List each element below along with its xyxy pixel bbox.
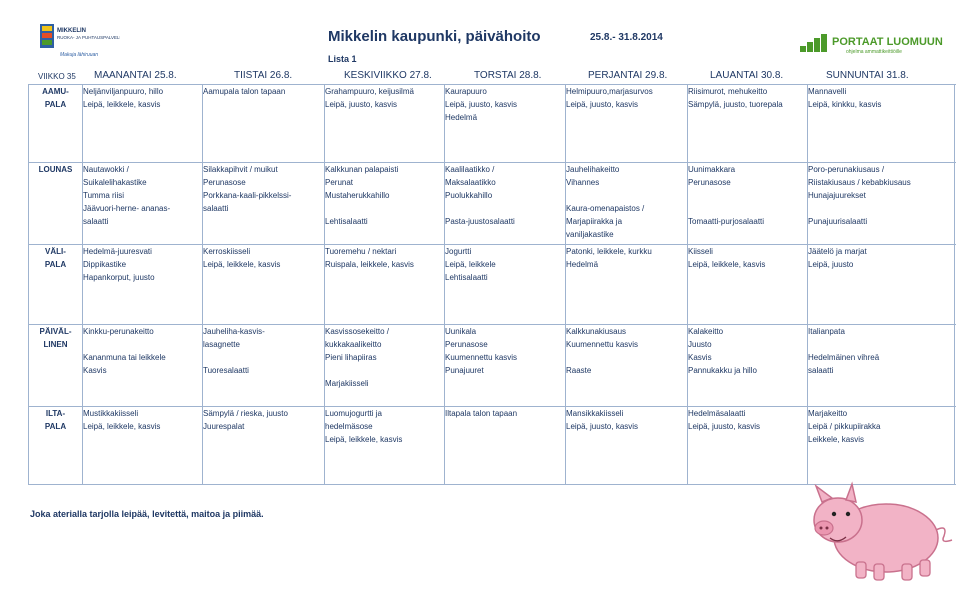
menu-item: Iltapala talon tapaan [445, 409, 518, 418]
menu-item: Mustikkakiisseli [83, 409, 139, 418]
list-number: Lista 1 [328, 54, 357, 64]
menu-item [688, 202, 807, 215]
menu-item: Jäävuori-herne- ananas- [83, 204, 171, 213]
menu-item: Kinkku-perunakeitto [83, 327, 154, 336]
menu-item: Riistakiusaus / kebabkiusaus [808, 178, 911, 187]
menu-item: Helmipuuro,marjasurvos [566, 87, 653, 96]
menu-item: Silakkapihvit / muikut [203, 165, 278, 174]
svg-text:Makuja lähiruuan: Makuja lähiruuan [60, 52, 99, 58]
menu-item: Leipä, leikkele, kasvis [203, 260, 281, 269]
menu-item: Hedelmä-juuresvati [83, 247, 152, 256]
page-title: Mikkelin kaupunki, päivähoito [328, 28, 541, 45]
menu-item: Juurespalat [203, 422, 245, 431]
menu-item: Pannukakku ja hillo [688, 366, 757, 375]
menu-item [808, 338, 954, 351]
meal-row [29, 85, 955, 163]
menu-item: Jauheliha-kasvis- [203, 327, 265, 336]
menu-item [325, 364, 444, 377]
menu-item: Jogurtti [445, 247, 472, 256]
meal-row [29, 245, 955, 325]
meal-label-line: ILTA- [45, 409, 66, 418]
menu-item: Perunasose [203, 178, 246, 187]
svg-text:RUOKA- JA PUHTAUSPALVELUT: RUOKA- JA PUHTAUSPALVELUT [57, 35, 120, 40]
menu-item: Luomujogurtti ja [325, 409, 382, 418]
menu-item: Leipä, leikkele, kasvis [83, 422, 161, 431]
meal-label-line: LOUNAS [38, 165, 73, 174]
menu-item: Uunimakkara [688, 165, 736, 174]
menu-cell [566, 85, 688, 163]
menu-cell [808, 325, 955, 407]
menu-item [688, 189, 807, 202]
menu-cell [203, 325, 325, 407]
menu-item: salaatti [203, 204, 229, 213]
menu-table [28, 84, 955, 485]
menu-item: Riisimurot, mehukeitto [688, 87, 768, 96]
menu-item: Marjakeitto [808, 409, 848, 418]
menu-item: Marjakiisseli [325, 379, 369, 388]
menu-item: Ruispala, leikkele, kasvis [325, 260, 414, 269]
menu-item: Kaurapuuro [445, 87, 487, 96]
menu-cell [688, 407, 808, 485]
menu-cell [688, 85, 808, 163]
meal-row [29, 163, 955, 245]
menu-item: Kaalilaatikko / [445, 165, 495, 174]
menu-item: Kasvis [688, 353, 712, 362]
menu-item: salaatti [83, 217, 109, 226]
menu-cell [203, 163, 325, 245]
menu-item: Hedelmä [445, 113, 478, 122]
menu-item: Neljänviljanpuuro, hillo [83, 87, 164, 96]
menu-cell [566, 325, 688, 407]
menu-item [566, 351, 687, 364]
day-header: LAUANTAI 30.8. [710, 70, 784, 81]
menu-item: Hedelmäinen vihreä [808, 353, 880, 362]
menu-item: Sämpylä, juusto, tuorepala [688, 100, 783, 109]
menu-item: Perunasose [688, 178, 731, 187]
menu-item: Juusto [688, 340, 712, 349]
meal-label [29, 245, 83, 325]
meal-label [29, 407, 83, 485]
meal-label [29, 163, 83, 245]
menu-item: Kuumennettu kasvis [566, 340, 639, 349]
menu-item [808, 202, 954, 215]
menu-cell [83, 245, 203, 325]
menu-cell [325, 245, 445, 325]
menu-cell [203, 407, 325, 485]
menu-cell [566, 245, 688, 325]
menu-item: Pasta-juustosalaatti [445, 217, 515, 226]
menu-item: Nautawokki / [83, 165, 129, 174]
menu-item: salaatti [808, 366, 834, 375]
menu-item: hedelmäsose [325, 422, 373, 431]
meal-row [29, 325, 955, 407]
menu-cell [445, 325, 566, 407]
menu-cell [688, 245, 808, 325]
menu-cell [325, 85, 445, 163]
menu-item [83, 338, 202, 351]
menu-item: Punajuurisalaatti [808, 217, 868, 226]
menu-item: Leipä, juusto [808, 260, 854, 269]
menu-item: lasagnette [203, 340, 240, 349]
menu-item: Perunat [325, 178, 354, 187]
menu-item: Leipä, leikkele, kasvis [688, 260, 766, 269]
menu-cell [83, 85, 203, 163]
menu-item: Jauhelihakeitto [566, 165, 620, 174]
meal-row [29, 407, 955, 485]
menu-item: Tomaatti-purjosalaatti [688, 217, 765, 226]
menu-cell [688, 163, 808, 245]
portaat-luomuun-logo [800, 32, 948, 56]
meal-label-line: LINEN [43, 340, 68, 349]
menu-item: Maksalaatikko [445, 178, 496, 187]
meal-label [29, 325, 83, 407]
menu-item: Poro-perunakiusaus / [808, 165, 885, 174]
menu-item [566, 189, 687, 202]
menu-cell [808, 407, 955, 485]
day-header: TORSTAI 28.8. [474, 70, 542, 81]
menu-item [445, 202, 565, 215]
menu-item: Leipä, leikkele, kasvis [83, 100, 161, 109]
menu-item: Hunajajuurekset [808, 191, 866, 200]
menu-item: Marjapiirakka ja [566, 217, 623, 226]
menu-item: Uunikala [445, 327, 477, 336]
menu-item: Punajuuret [445, 366, 484, 375]
menu-item: kukkakaalikeitto [325, 340, 382, 349]
menu-cell [203, 245, 325, 325]
menu-item: Puolukkahillo [445, 191, 493, 200]
meal-label-line: PALA [44, 260, 67, 269]
menu-item: Tuoremehu / nektari [325, 247, 397, 256]
menu-cell [808, 85, 955, 163]
svg-text:MIKKELIN: MIKKELIN [57, 28, 86, 34]
menu-item: Patonki, leikkele, kurkku [566, 247, 652, 256]
menu-item: Kalkkunakiusaus [566, 327, 627, 336]
menu-item: Tuoresalaatti [203, 366, 249, 375]
menu-item: Kiisseli [688, 247, 713, 256]
menu-item: Dippikastike [83, 260, 127, 269]
week-label: VIIKKO 35 [38, 72, 76, 81]
menu-item: Jäätelö ja marjat [808, 247, 867, 256]
meal-label-line: PÄIVÄL- [39, 327, 72, 336]
menu-item: Leipä, juusto, kasvis [688, 422, 761, 431]
menu-item: Leipä / pikkupiirakka [808, 422, 881, 431]
menu-item: Leipä, juusto, kasvis [566, 422, 639, 431]
meal-label-line: VÄLI- [45, 247, 66, 256]
menu-item: Kerroskiisseli [203, 247, 251, 256]
menu-cell [566, 407, 688, 485]
meal-label [29, 85, 83, 163]
meal-label-line: AAMU- [42, 87, 69, 96]
menu-cell [203, 85, 325, 163]
menu-item: Aamupala talon tapaan [203, 87, 286, 96]
menu-item: Leipä, juusto, kasvis [325, 100, 398, 109]
svg-text:PORTAAT LUOMUUN: PORTAAT LUOMUUN [832, 36, 943, 48]
menu-cell [445, 85, 566, 163]
menu-item: Leipä, leikkele, kasvis [325, 435, 403, 444]
menu-item: Mannavelli [808, 87, 847, 96]
city-logo [40, 22, 120, 66]
menu-item: Kuumennettu kasvis [445, 353, 518, 362]
day-header: SUNNUNTAI 31.8. [826, 70, 909, 81]
footer-note: Joka aterialla tarjolla leipää, levitettä, maitoa ja piimää. [30, 509, 264, 519]
menu-item [325, 202, 444, 215]
meal-label-line: PALA [44, 422, 67, 431]
menu-item: Raaste [566, 366, 592, 375]
menu-cell [566, 163, 688, 245]
menu-item: Italianpata [808, 327, 845, 336]
menu-item: Hedelmäsalaatti [688, 409, 746, 418]
menu-item: vaniljakastike [566, 230, 614, 239]
menu-cell [83, 407, 203, 485]
menu-item: Kasvissosekeitto / [325, 327, 390, 336]
menu-item: Leipä, juusto, kasvis [566, 100, 639, 109]
menu-item: Tumma riisi [83, 191, 125, 200]
menu-item: Leipä, leikkele [445, 260, 496, 269]
menu-cell [808, 163, 955, 245]
menu-item: Vihannes [566, 178, 600, 187]
day-header: TIISTAI 26.8. [234, 70, 293, 81]
menu-item: Pieni lihapiiras [325, 353, 377, 362]
menu-item: Kalkkunan palapaisti [325, 165, 399, 174]
menu-item [203, 351, 324, 364]
menu-item: Kasvis [83, 366, 107, 375]
menu-cell [83, 325, 203, 407]
menu-item: Kananmuna tai leikkele [83, 353, 166, 362]
day-header: PERJANTAI 29.8. [588, 70, 668, 81]
menu-item: Kaura-omenapaistos / [566, 204, 645, 213]
menu-item: Mustaherukkahillo [325, 191, 390, 200]
menu-cell [325, 325, 445, 407]
menu-cell [808, 245, 955, 325]
menu-item: Lehtisalaatti [445, 273, 488, 282]
menu-item: Hapankorput, juusto [83, 273, 155, 282]
menu-item: Grahampuuro, keijusilmä [325, 87, 414, 96]
menu-item: Kalakeitto [688, 327, 724, 336]
day-header: KESKIVIIKKO 27.8. [344, 70, 432, 81]
menu-item: Sämpylä / rieska, juusto [203, 409, 288, 418]
menu-item: Mansikkakiisseli [566, 409, 624, 418]
day-header: MAANANTAI 25.8. [94, 70, 177, 81]
pig-illustration [808, 474, 958, 584]
menu-cell [445, 163, 566, 245]
menu-item: Hedelmä [566, 260, 599, 269]
menu-item: Porkkana-kaali-pikkelssi- [203, 191, 292, 200]
svg-text:ohjelma ammattikeittiöille: ohjelma ammattikeittiöille [846, 49, 902, 55]
menu-item: Leipä, kinkku, kasvis [808, 100, 882, 109]
menu-cell [325, 163, 445, 245]
menu-item: Leikkele, kasvis [808, 435, 865, 444]
menu-cell [325, 407, 445, 485]
date-range: 25.8.- 31.8.2014 [590, 32, 663, 43]
menu-cell [83, 163, 203, 245]
menu-item: Perunasose [445, 340, 488, 349]
menu-item: Lehtisalaatti [325, 217, 368, 226]
menu-item: Suikalelihakastike [83, 178, 147, 187]
menu-cell [445, 245, 566, 325]
menu-cell [445, 407, 566, 485]
menu-cell [688, 325, 808, 407]
menu-item: Leipä, juusto, kasvis [445, 100, 518, 109]
meal-label-line: PALA [44, 100, 67, 109]
